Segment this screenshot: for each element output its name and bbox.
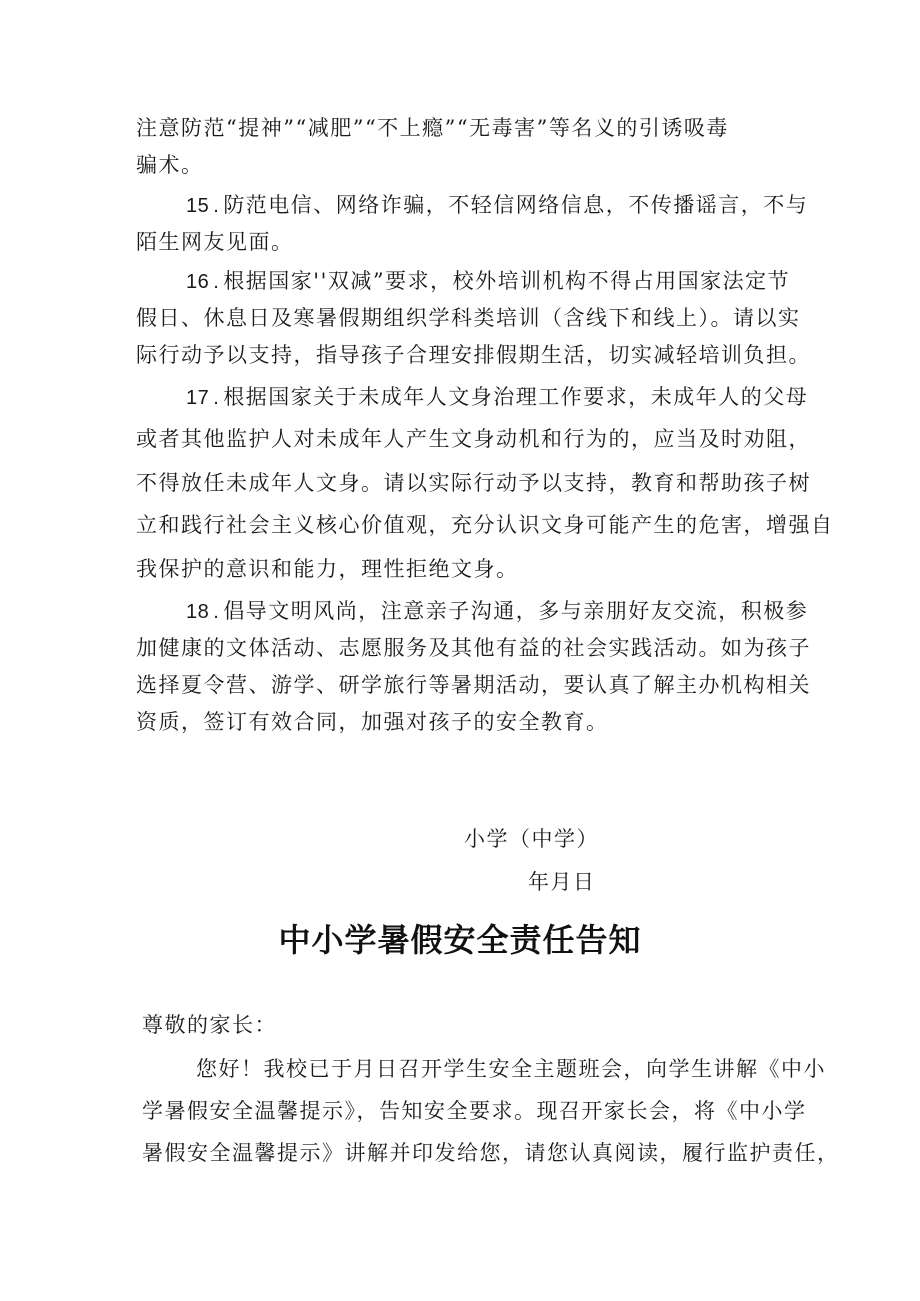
item-number: 18 [186, 601, 210, 623]
item-number-separator: . [213, 271, 220, 293]
item-number: 17 [186, 387, 210, 409]
item-18-line-4: 资质，签订有效合同，加强对孩子的安全教育。 [136, 710, 609, 734]
item-16-line-3: 际行动予以支持，指导孩子合理安排假期生活，切实减轻培训负担。 [136, 343, 811, 367]
item-17-line-5: 我保护的意识和能力，理性拒绝文身。 [136, 557, 519, 581]
item-17-line-4: 立和践行社会主义核心价值观，充分认识文身可能产生的危害，增强自 [136, 513, 834, 537]
item-16-line-1 [186, 266, 790, 297]
notice-body-line-2: 学暑假安全温馨提示》，告知安全要求。现召开家长会，将《中小学 [142, 1099, 807, 1123]
item-text: 根据国家''双减”要求，校外培训机构不得占用国家法定节 [223, 269, 791, 293]
signature-school: 小学（中学） [464, 827, 599, 851]
item-text: 根据国家关于未成年人文身治理工作要求，未成年人的父母 [223, 385, 809, 409]
item-text: 倡导文明风尚，注意亲子沟通，多与亲朋好友交流，积极参 [223, 599, 809, 623]
notice-salutation: 尊敬的家长： [142, 1013, 277, 1037]
item-number-separator: . [213, 601, 220, 623]
item-number-separator: . [213, 387, 220, 409]
item-17-line-1 [186, 382, 808, 413]
item-16-line-2: 假日、休息日及寒暑假期组织学科类培训（含线下和线上）。请以实 [136, 306, 801, 330]
item-text: 防范电信、网络诈骗，不轻信网络信息，不传播谣言，不与 [223, 193, 809, 217]
item-15-line-2: 陌生网友见面。 [136, 230, 294, 254]
item-15-line-1 [186, 190, 808, 221]
signature-date: 年月日 [528, 870, 596, 894]
item-17-line-3: 不得放任未成年人文身。请以实际行动予以支持，教育和帮助孩子树 [136, 471, 811, 495]
continuation-line-2: 骗术。 [136, 153, 204, 177]
continuation-line-1: 注意防范“提神”“减肥”“不上瘾”“无毒害”等名义的引诱吸毒 [136, 116, 729, 140]
notice-body-line-1: 您好！我校已于月日召开学生安全主题班会，向学生讲解《中小 [196, 1057, 826, 1081]
item-18-line-1 [186, 596, 808, 627]
item-18-line-2: 加健康的文体活动、志愿服务及其他有益的社会实践活动。如为孩子 [136, 636, 811, 660]
item-number: 16 [186, 271, 210, 293]
notice-title: 中小学暑假安全责任告知 [278, 921, 642, 959]
item-number: 15 [186, 195, 210, 217]
notice-body-line-3: 暑假安全温馨提示》讲解并印发给您，请您认真阅读，履行监护责任， [142, 1141, 840, 1165]
item-number-separator: . [213, 195, 220, 217]
item-17-line-2: 或者其他监护人对未成年人产生文身动机和行为的，应当及时劝阻， [136, 427, 811, 451]
item-18-line-3: 选择夏令营、游学、研学旅行等暑期活动，要认真了解主办机构相关 [136, 673, 811, 697]
